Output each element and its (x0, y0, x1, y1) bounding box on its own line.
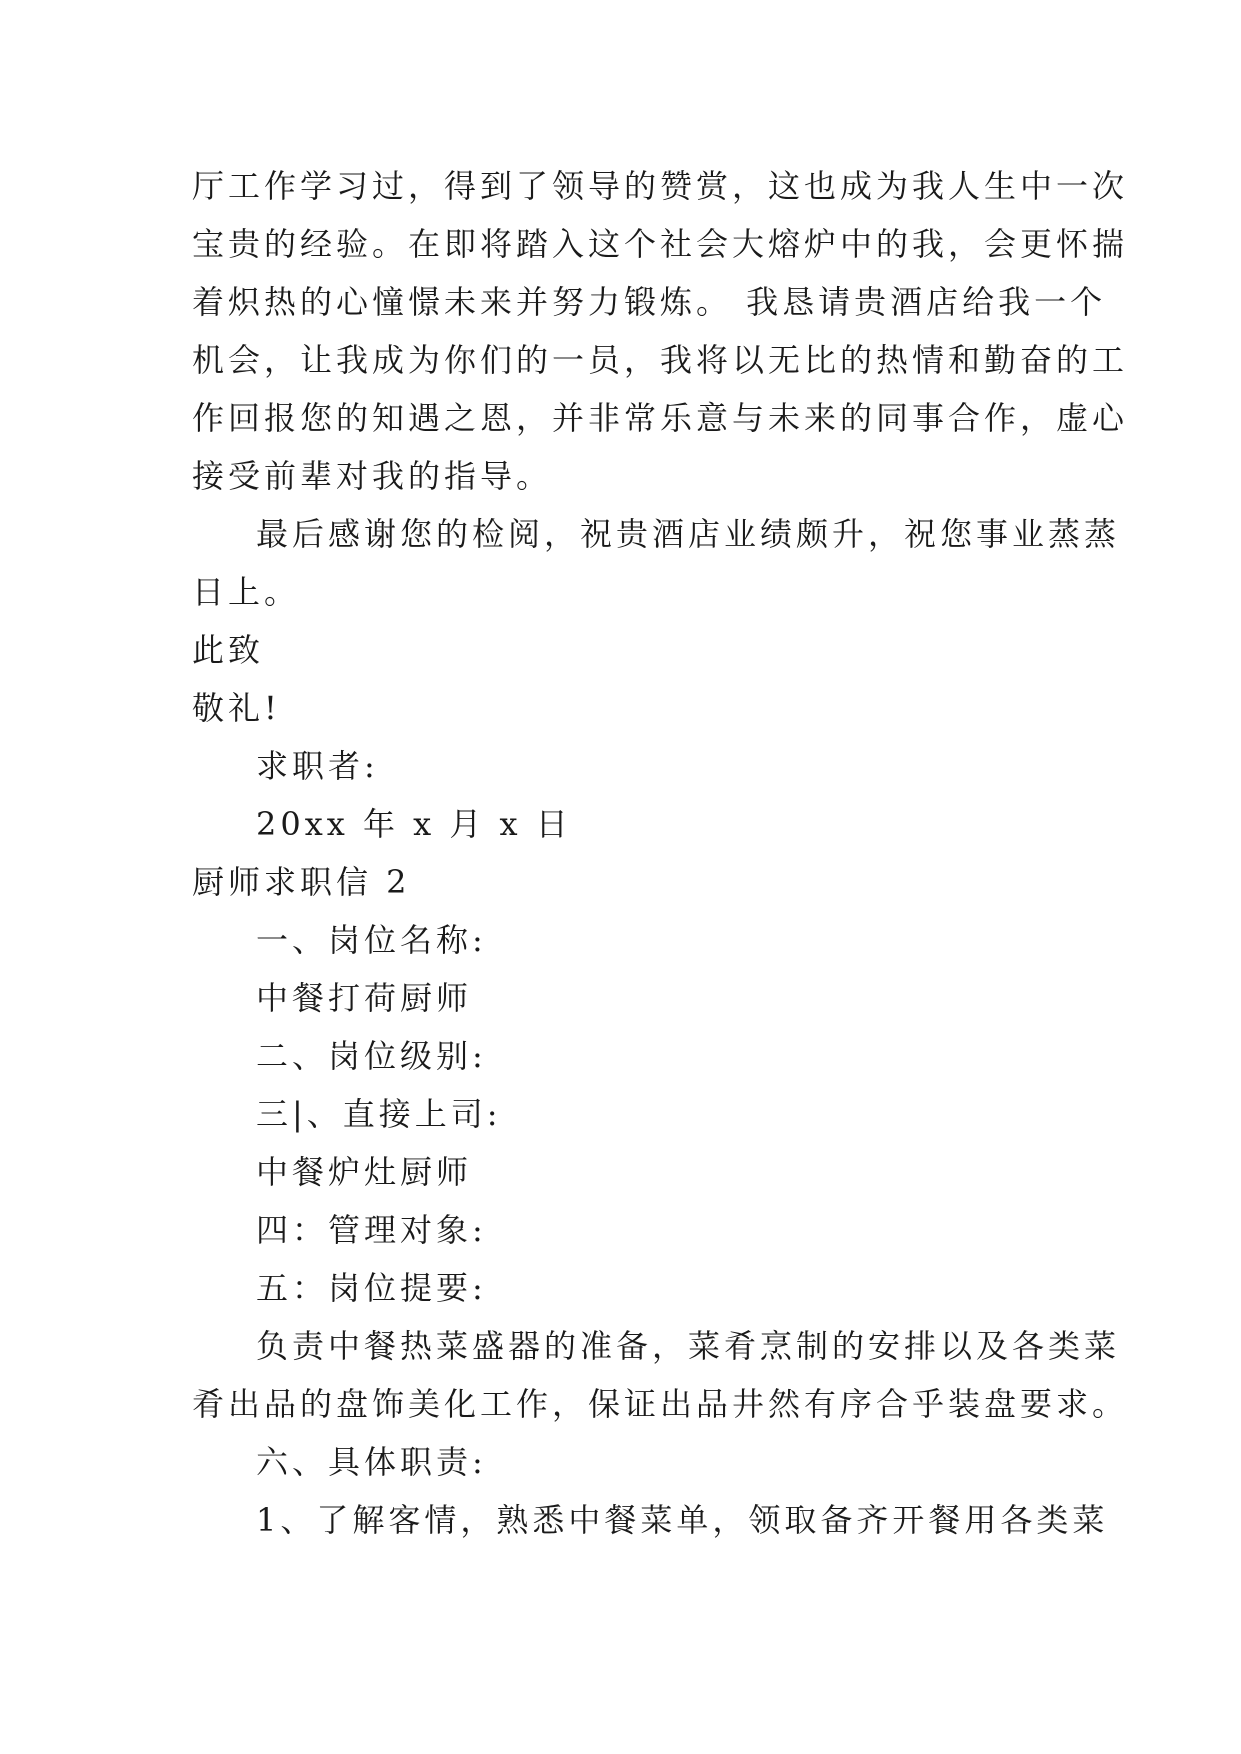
section-title: 厨师求职信 2 (192, 863, 411, 901)
list-item: 三|、直接上司: (256, 1095, 502, 1133)
closing-line: 此致 (192, 631, 265, 669)
list-item: 五：岗位提要: (256, 1269, 487, 1307)
signature-line: 求职者: (256, 747, 379, 785)
list-item: 中餐炉灶厨师 (256, 1153, 473, 1191)
list-item: 四：管理对象: (256, 1211, 487, 1249)
list-item: 二、岗位级别: (256, 1037, 487, 1075)
paragraph-line: 作回报您的知遇之恩，并非常乐意与未来的同事合作，虚心 (192, 399, 1129, 437)
paragraph-line: 机会，让我成为你们的一员，我将以无比的热情和勤奋的工 (192, 341, 1129, 379)
paragraph-line: 厅工作学习过，得到了领导的赞赏，这也成为我人生中一次 (192, 167, 1129, 205)
list-item: 六、具体职责: (256, 1443, 487, 1481)
paragraph-line: 日上。 (192, 573, 301, 611)
paragraph-line: 接受前辈对我的指导。 (192, 457, 553, 495)
salutation-line: 敬礼! (192, 689, 281, 727)
paragraph-line: 肴出品的盘饰美化工作，保证出品井然有序合乎装盘要求。 (192, 1385, 1129, 1423)
list-item: 中餐打荷厨师 (256, 979, 473, 1017)
paragraph-line: 负责中餐热菜盛器的准备，菜肴烹制的安排以及各类菜 (256, 1327, 1121, 1365)
list-item: 一、岗位名称: (256, 921, 487, 959)
date-line: 20xx 年 x 月 x 日 (256, 805, 572, 843)
paragraph-line: 1、了解客情，熟悉中餐菜单，领取备齐开餐用各类菜 (256, 1501, 1109, 1539)
paragraph-line: 最后感谢您的检阅，祝贵酒店业绩颇升，祝您事业蒸蒸 (256, 515, 1121, 553)
paragraph-line: 着炽热的心憧憬未来并努力锻炼。 我恳请贵酒店给我一个 (192, 283, 1107, 321)
paragraph-line: 宝贵的经验。在即将踏入这个社会大熔炉中的我，会更怀揣 (192, 225, 1129, 263)
